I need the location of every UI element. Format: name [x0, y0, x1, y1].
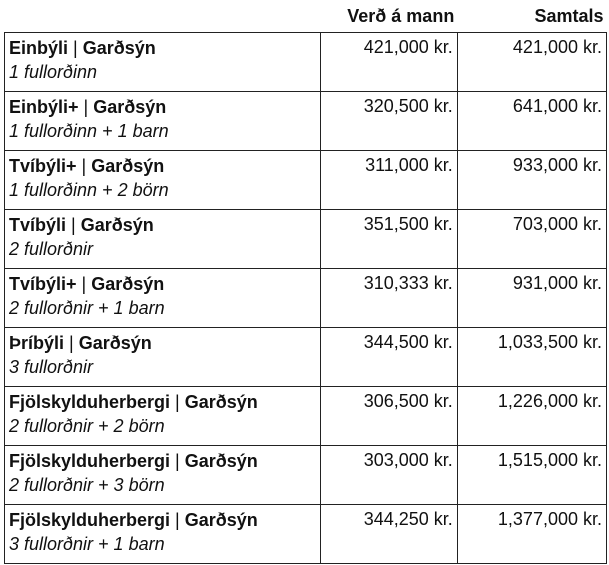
header-total: Samtals	[534, 5, 604, 26]
total-price: 1,226,000 kr.	[457, 387, 606, 446]
occupancy: 1 fullorðinn + 2 börn	[9, 180, 169, 200]
price-table	[4, 0, 607, 564]
room-type: Tvíbýli+	[9, 156, 77, 176]
room-cell	[5, 505, 321, 564]
table-row	[5, 446, 607, 505]
room-type: Einbýli	[9, 38, 69, 58]
separator: |	[170, 451, 185, 471]
room-view: Garðsýn	[184, 392, 258, 412]
occupancy: 2 fullorðnir + 1 barn	[9, 298, 165, 318]
separator: |	[170, 510, 185, 530]
occupancy: 2 fullorðnir + 2 börn	[9, 416, 165, 436]
occupancy: 2 fullorðnir + 3 börn	[9, 475, 165, 495]
total-price: 641,000 kr.	[457, 92, 606, 151]
table-row	[5, 505, 607, 564]
total-price: 933,000 kr.	[457, 151, 606, 210]
table-row	[5, 269, 607, 328]
price-per-person: 311,000 kr.	[320, 151, 457, 210]
table-row	[5, 92, 607, 151]
room-cell	[5, 33, 321, 92]
room-title	[9, 446, 320, 473]
room-view: Garðsýn	[80, 215, 154, 235]
price-per-person: 351,500 kr.	[320, 210, 457, 269]
room-type: Tvíbýli+	[9, 274, 77, 294]
separator: |	[64, 333, 79, 353]
room-view: Garðsýn	[82, 38, 156, 58]
price-per-person: 421,000 kr.	[320, 33, 457, 92]
header-room	[5, 0, 321, 33]
room-view: Garðsýn	[91, 274, 165, 294]
room-cell	[5, 92, 321, 151]
price-per-person: 303,000 kr.	[320, 446, 457, 505]
room-cell	[5, 210, 321, 269]
separator: |	[76, 156, 92, 176]
room-view: Garðsýn	[93, 97, 167, 117]
room-title	[9, 505, 320, 532]
room-title	[9, 92, 320, 119]
room-title	[9, 210, 320, 237]
table-row	[5, 210, 607, 269]
room-cell	[5, 446, 321, 505]
separator: |	[68, 38, 83, 58]
room-type: Fjölskylduherbergi	[9, 510, 171, 530]
room-view: Garðsýn	[184, 451, 258, 471]
room-title	[9, 387, 320, 414]
price-per-person: 320,500 kr.	[320, 92, 457, 151]
separator: |	[76, 274, 92, 294]
price-per-person: 306,500 kr.	[320, 387, 457, 446]
header-price-per-person: Verð á mann	[347, 5, 455, 26]
room-title	[9, 328, 320, 355]
room-type: Tvíbýli	[9, 215, 67, 235]
room-view: Garðsýn	[91, 156, 165, 176]
price-per-person: 344,250 kr.	[320, 505, 457, 564]
price-per-person: 310,333 kr.	[320, 269, 457, 328]
total-price: 1,515,000 kr.	[457, 446, 606, 505]
total-price: 703,000 kr.	[457, 210, 606, 269]
total-price: 421,000 kr.	[457, 33, 606, 92]
occupancy: 1 fullorðinn + 1 barn	[9, 121, 169, 141]
table-row	[5, 328, 607, 387]
table-row	[5, 387, 607, 446]
total-price: 1,377,000 kr.	[457, 505, 606, 564]
occupancy: 2 fullorðnir	[9, 239, 94, 259]
separator: |	[78, 97, 94, 117]
table-header-row	[5, 0, 607, 33]
room-type: Fjölskylduherbergi	[9, 451, 171, 471]
table-row	[5, 33, 607, 92]
price-per-person: 344,500 kr.	[320, 328, 457, 387]
room-cell	[5, 328, 321, 387]
separator: |	[170, 392, 185, 412]
separator: |	[66, 215, 81, 235]
room-type: Einbýli+	[9, 97, 79, 117]
room-title	[9, 33, 320, 60]
total-price: 1,033,500 kr.	[457, 328, 606, 387]
room-view: Garðsýn	[184, 510, 258, 530]
room-cell	[5, 387, 321, 446]
room-title	[9, 269, 320, 296]
room-title	[9, 151, 320, 178]
room-view: Garðsýn	[78, 333, 152, 353]
occupancy: 3 fullorðnir	[9, 357, 94, 377]
room-cell	[5, 151, 321, 210]
room-cell	[5, 269, 321, 328]
table-row	[5, 151, 607, 210]
room-type: Fjölskylduherbergi	[9, 392, 171, 412]
occupancy: 3 fullorðnir + 1 barn	[9, 534, 165, 554]
occupancy: 1 fullorðinn	[9, 62, 98, 82]
room-type: Þríbýli	[9, 333, 65, 353]
total-price: 931,000 kr.	[457, 269, 606, 328]
